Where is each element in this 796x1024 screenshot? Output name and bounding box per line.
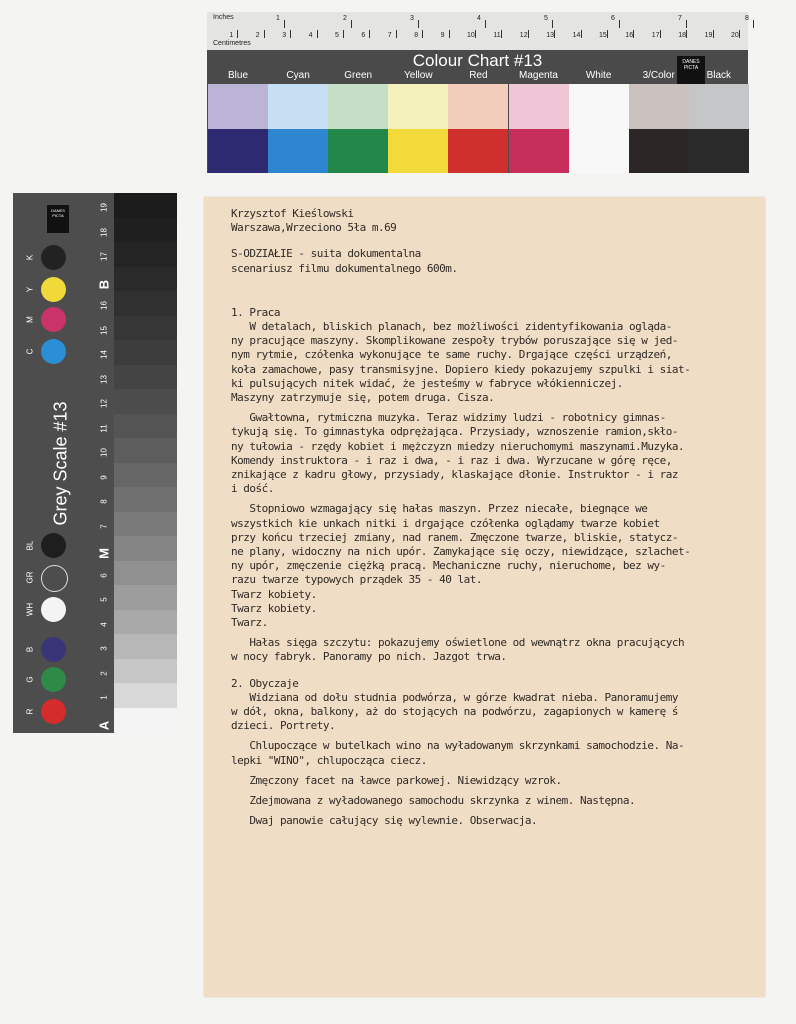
grey-chart-title-wrap xyxy=(41,363,81,563)
color-dot-label: Y xyxy=(25,286,35,293)
grey-step-number: A xyxy=(96,720,112,730)
cm-number: 1 xyxy=(229,32,234,39)
cm-tick xyxy=(475,30,476,38)
grey-step xyxy=(114,610,177,635)
grey-step xyxy=(114,512,177,537)
cm-tick xyxy=(581,30,582,38)
swatch-label: Magenta xyxy=(519,70,558,81)
danes-picta-logo-grey: DANES PICTA xyxy=(47,205,69,233)
grey-steps xyxy=(114,193,177,733)
grey-step-number: 15 xyxy=(99,325,109,335)
grey-step-number: 12 xyxy=(99,399,109,408)
document-line: razu twarze typowych prządek 35 - 40 lat. xyxy=(231,573,483,587)
grey-step-number: M xyxy=(96,548,112,559)
color-dot xyxy=(41,637,66,662)
grey-step-number: 4 xyxy=(99,621,109,627)
document-line: ny upór, zmęczenie ciężką pracą. Mechaniczne ruchy, nieruchome, bez wy- xyxy=(231,559,666,573)
inch-number: 6 xyxy=(611,15,615,22)
grey-step-number: 8 xyxy=(99,499,109,504)
swatch-label: 3/Color xyxy=(642,70,675,81)
color-dot-label: B xyxy=(25,646,35,653)
grey-step-number: 5 xyxy=(99,597,109,602)
inch-number: 3 xyxy=(410,15,414,22)
document-line: znikające z kadru głowy, przysiady, klaskające dłonie. Instruktor - i raz xyxy=(231,468,678,481)
cm-number: 16 xyxy=(625,32,634,39)
swatch-dark xyxy=(448,129,508,173)
color-dot-label: M xyxy=(25,316,35,323)
cm-number: 15 xyxy=(599,32,607,39)
inch-number: 5 xyxy=(544,15,548,22)
typewritten-document xyxy=(204,197,765,997)
color-dot xyxy=(41,339,66,364)
grey-step-number: 1 xyxy=(99,695,109,700)
inch-tick xyxy=(284,20,285,28)
color-dot-label: BL xyxy=(25,540,35,551)
document-line: Twarz kobiety. xyxy=(231,587,317,601)
document-line: wszystkich kie unkach nitki i drgające czółenka oglądamy twarze kobiet xyxy=(231,516,660,530)
grey-step xyxy=(114,389,177,414)
cm-tick xyxy=(449,30,450,38)
grey-step-number: 9 xyxy=(99,474,109,480)
ruler xyxy=(207,12,748,50)
swatch-light xyxy=(689,84,749,129)
cm-tick xyxy=(686,30,687,38)
cm-number: 8 xyxy=(414,32,419,39)
document-line: 2. Obyczaje xyxy=(231,676,299,690)
swatch-label: Red xyxy=(469,70,488,81)
document-line: Zmęczony facet na ławce parkowej. Niewidzący wzrok. xyxy=(231,773,562,787)
document-line: Gwałtowna, rytmiczna muzyka. Teraz widzimy ludzi - robotnicy gimnas- xyxy=(231,411,666,425)
grey-step-number: 3 xyxy=(99,646,109,651)
cm-number: 17 xyxy=(651,32,660,39)
cm-tick xyxy=(607,30,608,38)
colour-chart xyxy=(207,12,748,173)
grey-step xyxy=(114,365,177,390)
swatch-dark xyxy=(208,129,268,173)
cm-number: 3 xyxy=(282,32,287,39)
document-line: ny tułowia - rzędy kobiet i mężczyzn miedzy nieruchomymi maszynami.Muzyka. xyxy=(231,439,685,453)
cm-number: 9 xyxy=(440,32,445,39)
color-dot xyxy=(41,565,68,592)
document-line: koła zamachowe, pasy transmisyjne. Dopiero kiedy pokazujemy szpulki i siat- xyxy=(231,362,691,376)
document-line: 1. Praca xyxy=(231,305,280,319)
cm-tick xyxy=(660,30,661,38)
swatch-label: Blue xyxy=(227,70,248,81)
grey-step-number: 19 xyxy=(99,203,109,212)
grey-step xyxy=(114,414,177,439)
inch-number: 7 xyxy=(678,15,682,22)
inch-number: 8 xyxy=(745,15,749,22)
color-dot-label: K xyxy=(25,254,35,261)
document-line: przy końcu trzeciej zmiany, nad ranem. Zmęczone twarze, bliskie, statycz- xyxy=(231,530,678,544)
grey-step-number: 13 xyxy=(99,374,109,384)
swatch-dark xyxy=(509,129,569,173)
document-line: Stopniowo wzmagający się hałas maszyn. Przez niecałe, biegnące we xyxy=(231,502,648,516)
inch-tick xyxy=(485,20,486,28)
swatch-light xyxy=(208,84,268,129)
document-line: dzieci. Portrety. xyxy=(231,719,336,733)
grey-step xyxy=(114,487,177,512)
grey-step xyxy=(114,683,177,708)
grey-step xyxy=(114,316,177,341)
grey-scale-chart xyxy=(13,193,177,733)
cm-number: 2 xyxy=(255,32,260,39)
cm-tick xyxy=(317,30,318,38)
grey-step-number: 7 xyxy=(99,523,109,529)
swatch-dark xyxy=(328,129,388,173)
document-line: nym rytmie, czółenka wykonujące te same ruchy. Drgające części urządzeń, xyxy=(231,348,672,362)
grey-step xyxy=(114,340,177,365)
grey-step-number: 2 xyxy=(99,670,109,676)
cm-tick xyxy=(713,30,714,38)
swatch-label: Black xyxy=(706,70,732,81)
grey-chart-title: Grey Scale #13 xyxy=(50,401,71,526)
grey-step xyxy=(114,291,177,316)
document-line: Chlupoczące w butelkach wino na wyładowanym skrzynkami samochodzie. Na- xyxy=(231,739,685,753)
inch-tick xyxy=(686,20,687,28)
document-line: S-ODZIAŁIE - suita dokumentalna xyxy=(231,247,421,261)
grey-step xyxy=(114,659,177,684)
cm-number: 4 xyxy=(308,32,313,39)
cm-number: 10 xyxy=(467,32,475,39)
cm-number: 7 xyxy=(387,32,392,39)
grey-step-number: 14 xyxy=(99,350,109,359)
cm-tick xyxy=(633,30,634,38)
document-line: tykują się. To gimnastyka odprężająca. Przysiady, wznoszenie ramion,skło- xyxy=(231,425,678,439)
cm-tick xyxy=(343,30,344,38)
document-line: ne plany, widoczny na nich upór. Zamykające się oczy, niewidzące, szlachet- xyxy=(231,545,691,558)
color-dot xyxy=(41,667,66,692)
cm-tick xyxy=(290,30,291,38)
cm-number: 19 xyxy=(704,32,713,39)
grey-step xyxy=(114,463,177,488)
swatch-light xyxy=(448,84,508,129)
swatch-light xyxy=(268,84,328,129)
cm-number: 6 xyxy=(361,32,366,39)
cm-tick xyxy=(422,30,423,38)
grey-step-number: 18 xyxy=(99,227,109,237)
grey-step-number: 6 xyxy=(99,572,109,578)
cm-number: 18 xyxy=(678,32,686,39)
color-dot xyxy=(41,277,66,302)
inch-number: 2 xyxy=(343,15,347,22)
grey-step-number: 16 xyxy=(99,301,109,310)
swatch-light xyxy=(388,84,448,129)
inch-number: 1 xyxy=(276,15,280,22)
inches-label: Inches xyxy=(213,14,234,21)
grey-step xyxy=(114,561,177,586)
document-line: Twarz. xyxy=(231,616,268,629)
document-line: Widziana od dołu studnia podwórza, w górze kwadrat nieba. Panoramujemy xyxy=(231,690,678,704)
document-line: ki pulsujących nitek widać, że jesteśmy w fabryce włókienniczej. xyxy=(231,376,623,390)
document-line: w nocy fabryk. Panoramy po nich. Jazgot trwa. xyxy=(231,650,507,664)
grey-step xyxy=(114,634,177,659)
document-line: Komendy instruktora - i raz i dwa, - i raz i dwa. Wyrzucane w górę ręce, xyxy=(231,453,672,467)
inch-tick xyxy=(552,20,553,28)
swatch-light xyxy=(509,84,569,129)
inch-tick xyxy=(753,20,754,28)
colour-chart-title: Colour Chart #13 xyxy=(412,51,543,70)
grey-step xyxy=(114,242,177,267)
document-line: ny pracujące maszyny. Skomplikowane zespoły trybów poruszające się w jed- xyxy=(231,334,678,348)
cm-number: 11 xyxy=(493,32,501,39)
cm-tick xyxy=(237,30,238,38)
inch-tick xyxy=(619,20,620,28)
color-dot-label: G xyxy=(25,676,35,683)
cm-number: 5 xyxy=(335,32,339,39)
grey-step-number: 10 xyxy=(99,448,109,457)
document-line: Maszyny zatrzymuje się, potem druga. Cisza. xyxy=(231,391,495,404)
document-line: scenariusz filmu dokumentalnego 600m. xyxy=(231,261,458,275)
inch-number: 4 xyxy=(477,15,481,22)
document-line: Krzysztof Kieślowski xyxy=(231,207,354,220)
grey-step xyxy=(114,536,177,561)
grey-step xyxy=(114,218,177,243)
document-line: Hałas sięga szczytu: pokazujemy oświetlone od wewnątrz okna pracujących xyxy=(231,636,685,650)
grey-step xyxy=(114,585,177,610)
document-line: Twarz kobiety. xyxy=(231,601,317,615)
document-line: lepki "WINO", chlupocząca ciecz. xyxy=(231,753,427,767)
swatch-light xyxy=(328,84,388,129)
color-dot-label: C xyxy=(25,348,35,355)
inch-tick xyxy=(418,20,419,28)
color-dot-label: R xyxy=(25,708,35,715)
cm-tick xyxy=(264,30,265,38)
document-line: Warszawa,Wrzeciono 5ła m.69 xyxy=(231,221,397,235)
color-dot xyxy=(41,597,66,622)
swatch-dark xyxy=(689,129,749,173)
cm-number: 14 xyxy=(572,32,581,39)
document-line: Zdejmowana z wyładowanego samochodu skrzynka z winem. Następna. xyxy=(231,794,636,807)
document-line: Dwaj panowie całujący się wylewnie. Obserwacja. xyxy=(231,814,538,828)
grey-step xyxy=(114,193,177,218)
swatch-label: Cyan xyxy=(286,70,310,81)
swatch-dark xyxy=(569,129,629,173)
grey-step xyxy=(114,708,177,733)
swatch-dark xyxy=(268,129,328,173)
grey-step-number: B xyxy=(96,279,112,289)
document-line: w dół, okna, balkony, aż do stojących na podwórzu, zagapionych w kamerę ś xyxy=(231,705,678,718)
swatch-dark xyxy=(388,129,448,173)
swatch-label: Yellow xyxy=(404,70,433,81)
cm-number: 20 xyxy=(731,32,739,39)
inch-tick xyxy=(351,20,352,28)
cm-tick xyxy=(396,30,397,38)
color-dot-label: WH xyxy=(25,602,35,617)
color-dot xyxy=(41,245,66,270)
document-line: i dość. xyxy=(231,482,274,496)
grey-step-number: 17 xyxy=(99,252,109,261)
cm-tick xyxy=(369,30,370,38)
swatch-light xyxy=(629,84,689,129)
color-dot-label: GR xyxy=(25,571,35,584)
cm-tick xyxy=(739,30,740,38)
grey-step-number: 11 xyxy=(99,423,109,433)
swatch-label: Green xyxy=(344,70,373,81)
document-line: W detalach, bliskich planach, bez możliwości zidentyfikowania ogląda- xyxy=(231,320,672,333)
danes-picta-logo: DANES PICTA xyxy=(677,56,705,84)
cm-number: 12 xyxy=(519,32,528,39)
swatch-light xyxy=(569,84,629,129)
swatch-dark xyxy=(629,129,689,173)
cm-tick xyxy=(501,30,502,38)
color-dot xyxy=(41,307,66,332)
swatch-label: White xyxy=(585,70,612,81)
cm-tick xyxy=(528,30,529,38)
grey-step xyxy=(114,438,177,463)
cm-tick xyxy=(554,30,555,38)
centimetres-label: Centimetres xyxy=(213,40,251,47)
grey-step xyxy=(114,267,177,292)
color-dot xyxy=(41,699,66,724)
cm-number: 13 xyxy=(546,32,554,39)
